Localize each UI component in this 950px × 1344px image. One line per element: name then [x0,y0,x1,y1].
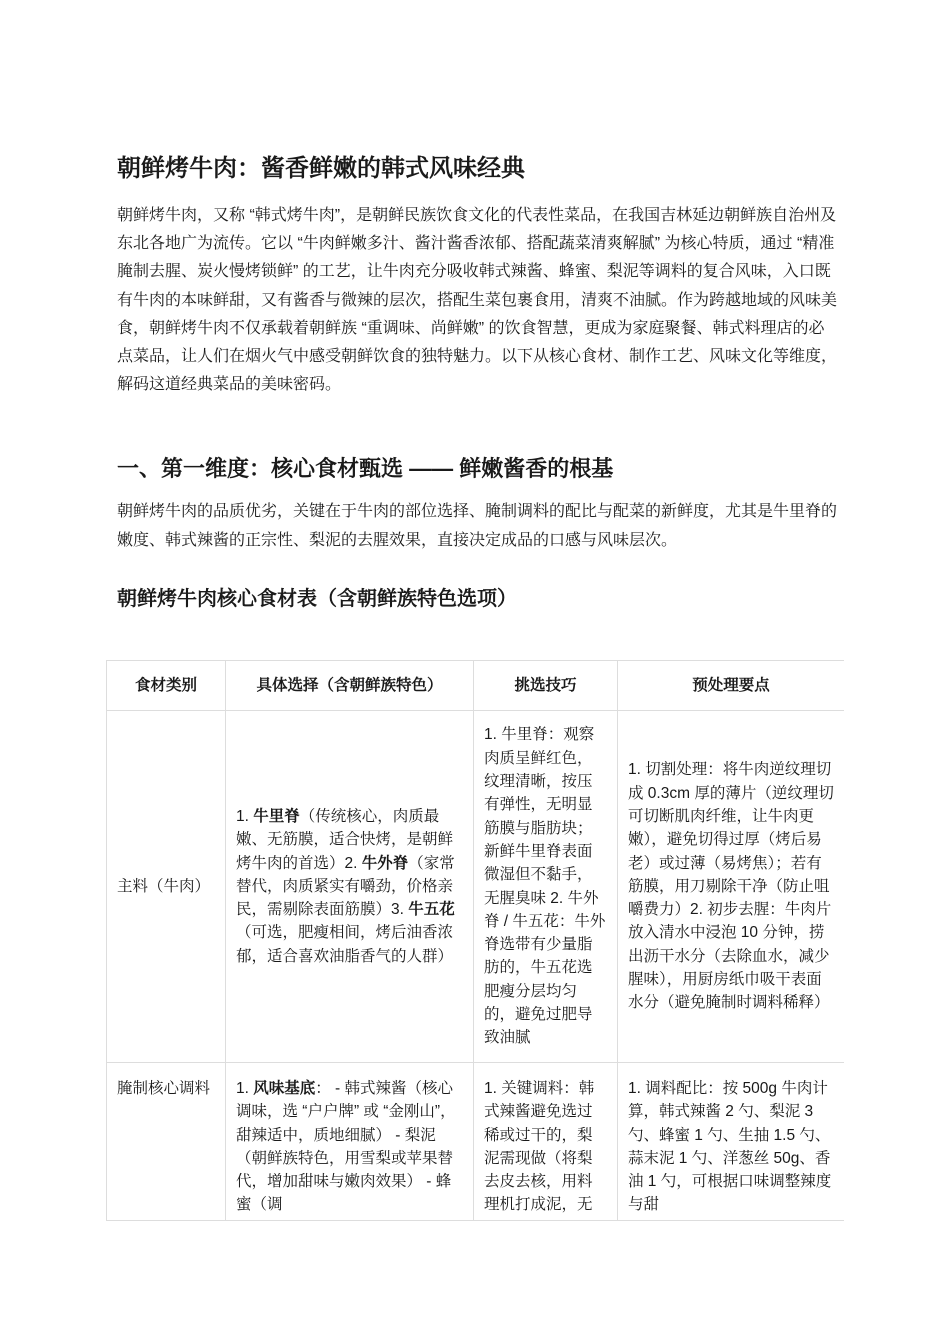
cell-text: 1. [236,1080,254,1097]
table-title: 朝鲜烤牛肉核心食材表（含朝鲜族特色选项） [117,588,517,610]
table-header-row [107,661,845,711]
table-cell [107,711,226,1063]
table-cell [474,711,618,1063]
bold-text: 风味基底 [253,1080,316,1097]
column-header: 预处理要点 [618,661,845,711]
table-row [107,711,845,1063]
section-heading: 一、第一维度：核心食材甄选 —— 鲜嫩酱香的根基 [117,456,614,481]
cell-text: （可选，肥瘦相间，烤后油香浓郁，适合喜欢油脂香气的人群） [236,924,454,965]
page-title: 朝鲜烤牛肉：酱香鲜嫩的韩式风味经典 [117,155,525,182]
table-row [107,1063,845,1222]
table-cell [618,711,845,1063]
section-paragraph: 朝鲜烤牛肉的品质优劣，关键在于牛肉的部位选择、腌制调料的配比与配菜的新鲜度，尤其是牛里脊的嫩度、韩式辣酱的正宗性、梨泥的去腥效果，直接决定成品的口感与风味层次。 [117,503,838,549]
cell-text: ： - 韩式辣酱（核心调味，选 “户户牌” 或 “金刚山”，甜辣适中，质地细腻） - 梨泥（朝鲜族特色，用雪梨或苹果替代，增加甜味与嫩肉效果） - 蜂蜜（调 [236,1080,456,1214]
cell-text: 腌制核心调料 [117,1080,211,1097]
column-header: 挑选技巧 [474,661,618,711]
column-header: 食材类别 [107,661,226,711]
cell-text: 主料（牛肉） [117,877,211,895]
table-cell [618,1063,845,1222]
ingredients-table-container [106,660,844,1221]
table-cell [107,1063,226,1222]
table-cell [226,711,474,1063]
table-cell [226,1063,474,1222]
cell-text: 1. 调料配比：按 500g 牛肉计算，韩式辣酱 2 勺、梨泥 3 勺、蜂蜜 1 勺、生抽 1.5 勺、蒜末泥 1 勺、洋葱丝 50g、香油 1 勺，可根据口味调整辣度与甜 [628,1080,832,1214]
bold-text: 牛五花 [408,901,455,919]
cell-text: 1. 关键调料：韩式辣酱避免选过稀或过干的，梨泥需现做（将梨去皮去核，用料理机打成泥，无 [484,1080,595,1214]
cell-text: （传统核心，肉质最嫩、无筋膜，适合快烤，是朝鲜烤牛肉的首选）2. [236,807,454,872]
intro-paragraph: 朝鲜烤牛肉，又称 “韩式烤牛肉”，是朝鲜民族饮食文化的代表性菜品，在我国吉林延边朝鲜族自治州及东北各地广为流传。它以 “牛肉鲜嫩多汁、酱汁酱香浓郁、搭配蔬菜清爽解腻” 为核心特质，通过 “精准腌制去腥、炭火慢烤锁鲜” 的工艺，让牛肉充分吸收韩式辣酱、蜂蜜、梨泥等调料的复合风味，入口既有牛肉的本味鲜甜，又有酱香与微辣的层次，搭配生菜包裹食用，清爽不油腻。作为跨越地域的风味美食，朝鲜烤牛肉不仅承载着朝鲜族 “重调味、尚鲜嫩” 的饮食智慧，更成为家庭聚餐、韩式料理店的必点菜品，让人们在烟火气中感受朝鲜饮食的独特魅力。以下从核心食材、制作工艺、风味文化等维度，解码这道经典菜品的美味密码。 [117,207,838,394]
cell-text: 1. [236,807,254,825]
column-header: 具体选择（含朝鲜族特色） [226,661,474,711]
cell-text: （家常替代，肉质紧实有嚼劲，价格亲民，需剔除表面筋膜）3. [236,854,455,919]
cell-text: 1. 牛里脊：观察肉质呈鲜红色，纹理清晰，按压有弹性，无明显筋膜与脂肪块；新鲜牛里脊表面微湿但不黏手，无腥臭味 2. 牛外脊 / 牛五花：牛外脊选带有少量脂肪的，牛五花选肥瘦分层均匀的，避免过肥导致油腻 [484,726,606,1047]
cell-text: 1. 切割处理：将牛肉逆纹理切成 0.3cm 厚的薄片（逆纹理切可切断肌肉纤维，让牛肉更嫩），避免切得过厚（烤后易老）或过薄（易烤焦）；若有筋膜，用刀剔除干净（防止咀嚼费力）2. 初步去腥：牛肉片放入清水中浸泡 10 分钟，捞出沥干水分（去除血水，减少腥味），用厨房纸巾吸干表面水分（避免腌制时调料稀释） [628,761,834,1012]
ingredients-table [106,660,844,1221]
bold-text: 牛外脊 [361,854,409,872]
bold-text: 牛里脊 [253,807,300,825]
table-cell [474,1063,618,1222]
